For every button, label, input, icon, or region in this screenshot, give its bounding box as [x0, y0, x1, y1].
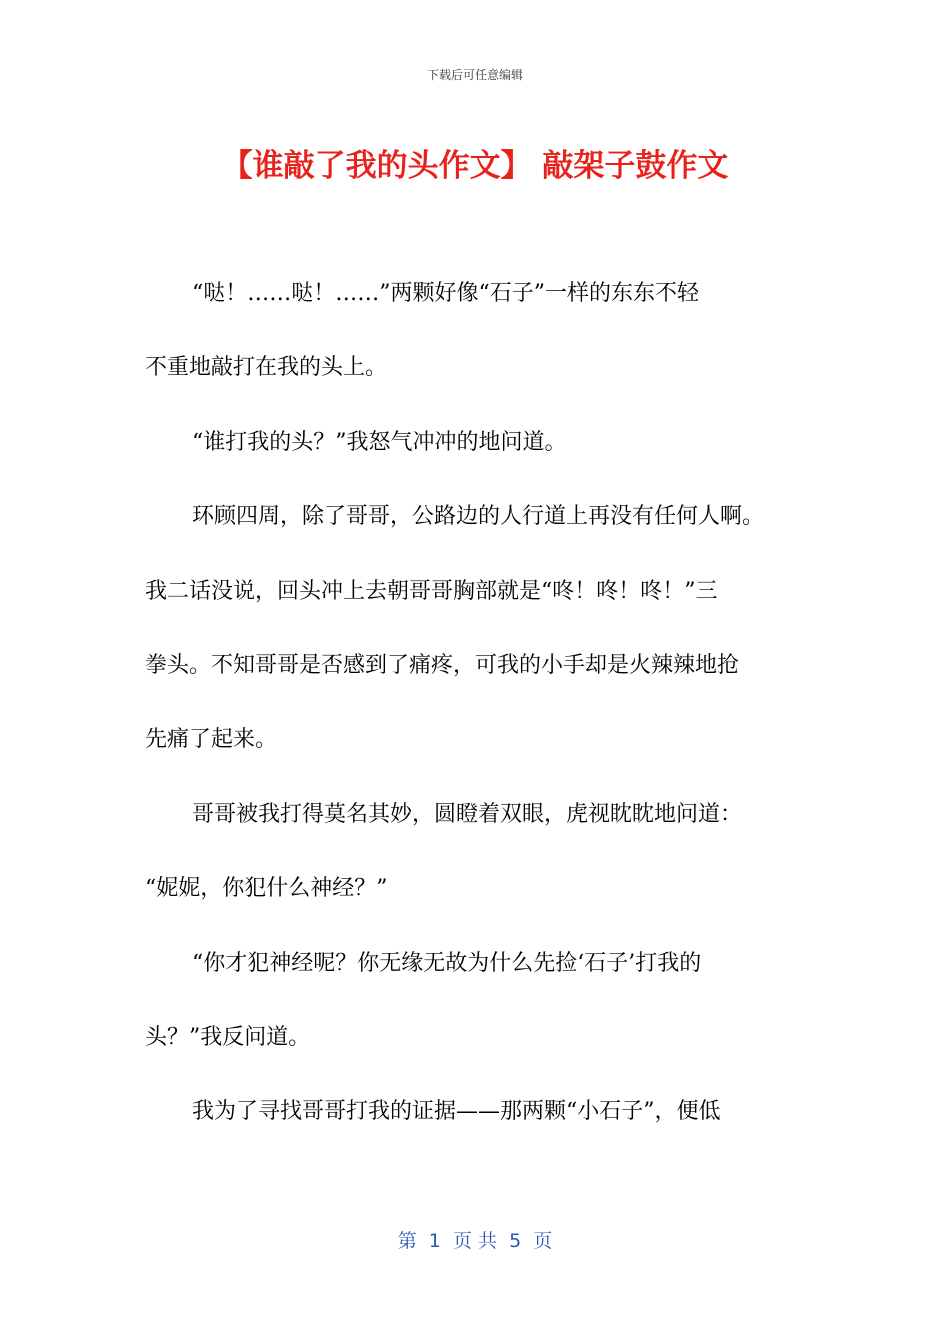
text-line: 头？”我反问道。 — [145, 1024, 311, 1050]
text-line: 先痛了起来。 — [145, 727, 278, 753]
text-line: “谁打我的头？”我怒气冲冲的地问道。 — [192, 429, 567, 455]
page-number-footer: 第 1 页 共 5 页 — [397, 1230, 553, 1252]
text-line: 拳头。不知哥哥是否感到了痛疼，可我的小手却是火辣辣地抢 — [145, 652, 740, 678]
text-line: 环顾四周，除了哥哥，公路边的人行道上再没有任何人啊。 — [192, 504, 765, 530]
document-body — [145, 270, 797, 1163]
text-line: 不重地敲打在我的头上。 — [145, 355, 388, 381]
document-title: 【谁敲了我的头作文】 敲架子鼓作文 — [221, 148, 729, 184]
text-line: 我为了寻找哥哥打我的证据——那两颗“小石子”，便低 — [192, 1099, 721, 1125]
header-note: 下载后可任意编辑 — [426, 68, 523, 82]
text-line: 我二话没说，回头冲上去朝哥哥胸部就是“咚！咚！咚！”三 — [145, 578, 718, 604]
text-line: “妮妮，你犯什么神经？” — [145, 876, 388, 902]
text-line: “你才犯神经呢？你无缘无故为什么先捡‘石子’打我的 — [192, 950, 702, 976]
text-line: 哥哥被我打得莫名其妙，圆瞪着双眼，虎视眈眈地问道： — [192, 801, 743, 827]
text-line: “哒！……哒！……”两颗好像“石子”一样的东东不轻 — [192, 281, 699, 306]
